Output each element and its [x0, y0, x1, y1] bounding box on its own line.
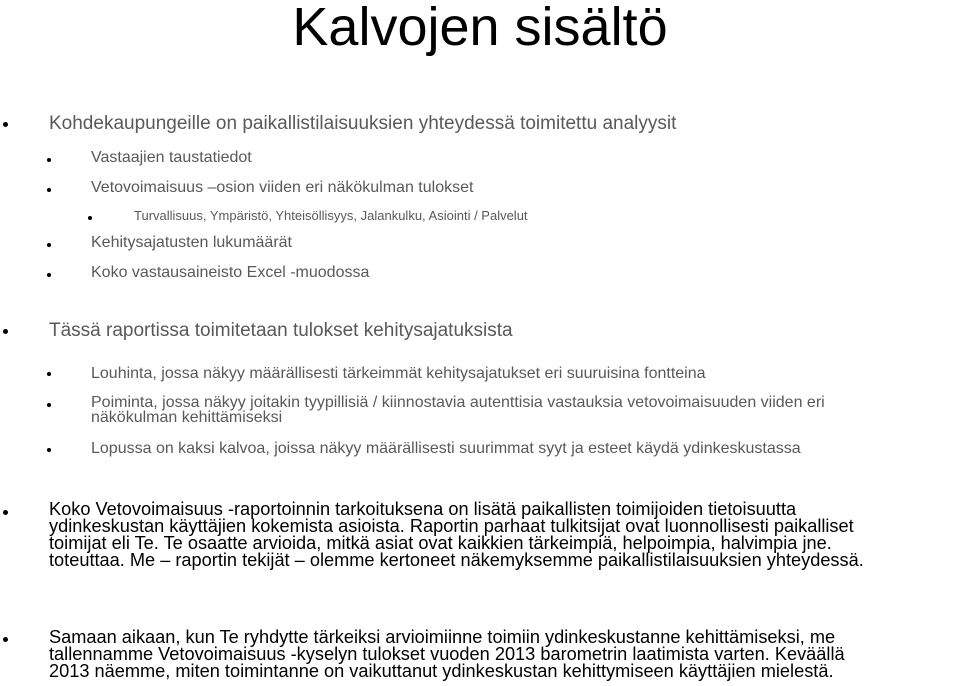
- bullet-icon: [47, 243, 51, 247]
- list-item: Kehitysajatusten lukumäärät: [91, 234, 292, 251]
- bullet-icon: [47, 448, 51, 452]
- section-1-heading: Kohdekaupungeille on paikallistilaisuuksien yhteydessä toimitettu analyysit: [49, 113, 677, 134]
- list-item-line: näkökulman kehittämiseksi: [91, 409, 283, 426]
- bullet-icon: [88, 216, 92, 220]
- list-item: [91, 395, 825, 425]
- bullet-icon: [47, 273, 51, 277]
- section-2-heading: Tässä raportissa toimitetaan tulokset kehitysajatuksista: [49, 320, 513, 341]
- paragraph-line: 2013 näemme, miten toimintanne on vaikuttanut ydinkeskustan kehittymiseen käyttäjien mielestä.: [49, 661, 834, 681]
- list-item: Lopussa on kaksi kalvoa, joissa näkyy määrällisesti suurimmat syyt ja esteet käydä ydinkeskustassa: [91, 440, 801, 457]
- list-item: Turvallisuus, Ympäristö, Yhteisöllisyys, Jalankulku, Asiointi / Palvelut: [134, 208, 528, 223]
- list-item: Louhinta, jossa näkyy määrällisesti tärkeimmät kehitysajatukset eri suuruisina fontteina: [91, 365, 706, 382]
- paragraph-line: Koko Vetovoimaisuus -raportoinnin tarkoituksena on lisätä paikallisten toimijoiden tietoisuutta: [49, 499, 797, 519]
- bullet-icon: [3, 510, 8, 515]
- paragraph-line: toteuttaa. Me – raportin tekijät – olemme kertoneet näkemyksemme paikallistilaisuuksien yhteydessä.: [49, 550, 864, 570]
- bullet-icon: [47, 372, 51, 376]
- paragraph: [49, 501, 864, 569]
- paragraph-line: tallennamme Vetovoimaisuus -kyselyn tulokset vuoden 2013 barometrin laatimista varten. Keväällä: [49, 644, 845, 664]
- paragraph-line: ydinkeskustan käyttäjien kokemista asioista. Raportin parhaat tulkitsijat ovat luonnollisesti paikalliset: [49, 516, 854, 536]
- slide-title: Kalvojen sisältö: [292, 0, 668, 57]
- bullet-icon: [47, 158, 51, 162]
- bullet-icon: [3, 329, 8, 334]
- bullet-icon: [47, 403, 51, 407]
- list-item-line: Poiminta, jossa näkyy joitakin tyypillisiä / kiinnostavia autenttisia vastauksia vetovoimaisuuden viiden eri: [91, 394, 825, 411]
- paragraph: [49, 629, 845, 680]
- bullet-icon: [3, 122, 8, 127]
- paragraph-line: Samaan aikaan, kun Te ryhdytte tärkeiksi arvioimiinne toimiin ydinkeskustanne kehittämiseksi, me: [49, 627, 836, 647]
- bullet-icon: [47, 188, 51, 192]
- list-item: Vastaajien taustatiedot: [91, 149, 252, 166]
- paragraph-line: toimijat eli Te. Te osaatte arvioida, mitkä asiat ovat kaikkien tärkeimpiä, helpoimpia, halvimpia jne.: [49, 533, 832, 553]
- list-item: Koko vastausaineisto Excel -muodossa: [91, 264, 370, 281]
- list-item: Vetovoimaisuus –osion viiden eri näkökulman tulokset: [91, 179, 474, 196]
- bullet-icon: [3, 637, 8, 642]
